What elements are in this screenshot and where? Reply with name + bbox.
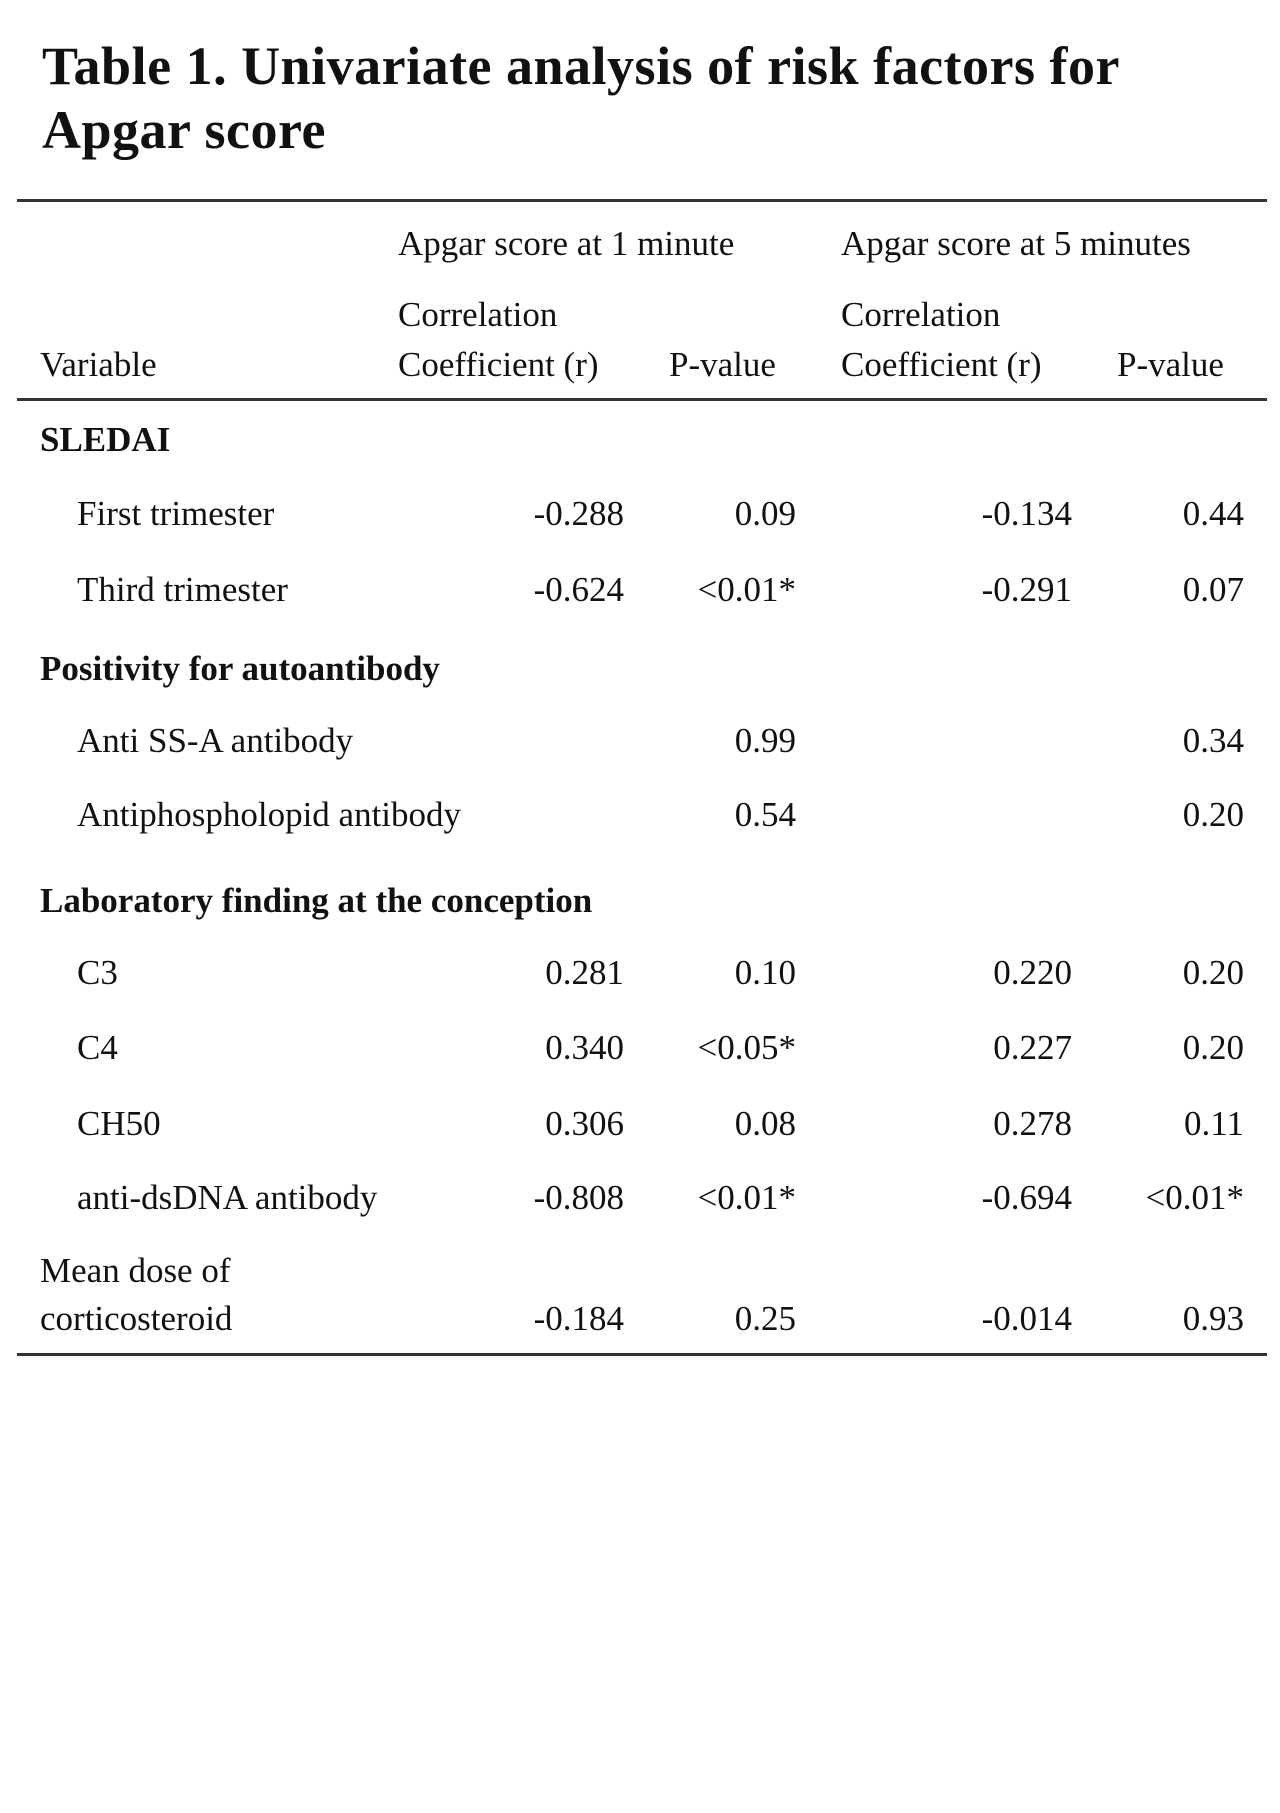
row-label: CH50 — [77, 1104, 161, 1143]
pvalue-5-minutes: 0.20 — [1182, 1028, 1244, 1067]
section-heading: SLEDAI — [40, 420, 171, 459]
pvalue-1-minute: 0.54 — [734, 795, 796, 834]
section-heading: Positivity for autoantibody — [40, 649, 440, 688]
row-label: Antiphospholopid antibody — [77, 795, 462, 834]
pvalue-1-minute: 0.08 — [734, 1104, 796, 1143]
coefficient-1-minute: -0.624 — [533, 570, 624, 609]
row-label: Mean dose of — [40, 1251, 231, 1290]
header-coefficient-1: Coefficient (r) — [398, 345, 599, 384]
coefficient-1-minute: -0.184 — [533, 1299, 624, 1338]
coefficient-1-minute: 0.306 — [545, 1104, 624, 1143]
pvalue-1-minute: <0.01* — [697, 1178, 796, 1217]
coefficient-5-minutes: 0.220 — [993, 953, 1072, 992]
pvalue-5-minutes: 0.20 — [1182, 795, 1244, 834]
coefficient-1-minute: 0.340 — [545, 1028, 624, 1067]
pvalue-5-minutes: 0.20 — [1182, 953, 1244, 992]
table-title: Table 1. Univariate analysis of risk factors for Apgar score — [42, 36, 1119, 160]
row-label: C4 — [77, 1028, 118, 1067]
pvalue-1-minute: <0.01* — [697, 570, 796, 609]
bottom-rule — [17, 1353, 1267, 1356]
pvalue-1-minute: 0.10 — [734, 953, 796, 992]
pvalue-5-minutes: 0.34 — [1182, 721, 1244, 760]
row-label: Third trimester — [77, 570, 288, 609]
coefficient-5-minutes: -0.134 — [981, 494, 1072, 533]
pvalue-5-minutes: 0.93 — [1182, 1299, 1244, 1338]
coefficient-1-minute: -0.808 — [533, 1178, 624, 1217]
header-pvalue-1: P-value — [669, 345, 776, 384]
header-coefficient-5: Coefficient (r) — [841, 345, 1042, 384]
header-group-1-minute: Apgar score at 1 minute — [398, 224, 735, 263]
row-label: C3 — [77, 953, 118, 992]
row-label: Anti SS-A antibody — [77, 721, 354, 760]
coefficient-5-minutes: 0.227 — [993, 1028, 1072, 1067]
row-label-line2: corticosteroid — [40, 1299, 233, 1338]
row-label: anti-dsDNA antibody — [77, 1178, 378, 1217]
pvalue-5-minutes: 0.44 — [1182, 494, 1244, 533]
pvalue-5-minutes: <0.01* — [1145, 1178, 1244, 1217]
header-correlation-5: Correlation — [841, 295, 1001, 334]
coefficient-1-minute: 0.281 — [545, 953, 624, 992]
header-pvalue-5: P-value — [1117, 345, 1224, 384]
coefficient-1-minute: -0.288 — [533, 494, 624, 533]
pvalue-5-minutes: 0.07 — [1182, 570, 1244, 609]
header-group-5-minutes: Apgar score at 5 minutes — [841, 224, 1191, 263]
pvalue-1-minute: <0.05* — [697, 1028, 796, 1067]
pvalue-5-minutes: 0.11 — [1184, 1104, 1244, 1143]
coefficient-5-minutes: -0.694 — [981, 1178, 1072, 1217]
header-variable: Variable — [40, 345, 157, 384]
pvalue-1-minute: 0.09 — [734, 494, 796, 533]
coefficient-5-minutes: 0.278 — [993, 1104, 1072, 1143]
header-correlation-1: Correlation — [398, 295, 558, 334]
pvalue-1-minute: 0.99 — [734, 721, 796, 760]
coefficient-5-minutes: -0.014 — [981, 1299, 1072, 1338]
top-rule — [17, 199, 1267, 202]
header-rule — [17, 398, 1267, 401]
coefficient-5-minutes: -0.291 — [981, 570, 1072, 609]
section-heading: Laboratory finding at the conception — [40, 881, 593, 920]
pvalue-1-minute: 0.25 — [734, 1299, 796, 1338]
row-label: First trimester — [77, 494, 275, 533]
